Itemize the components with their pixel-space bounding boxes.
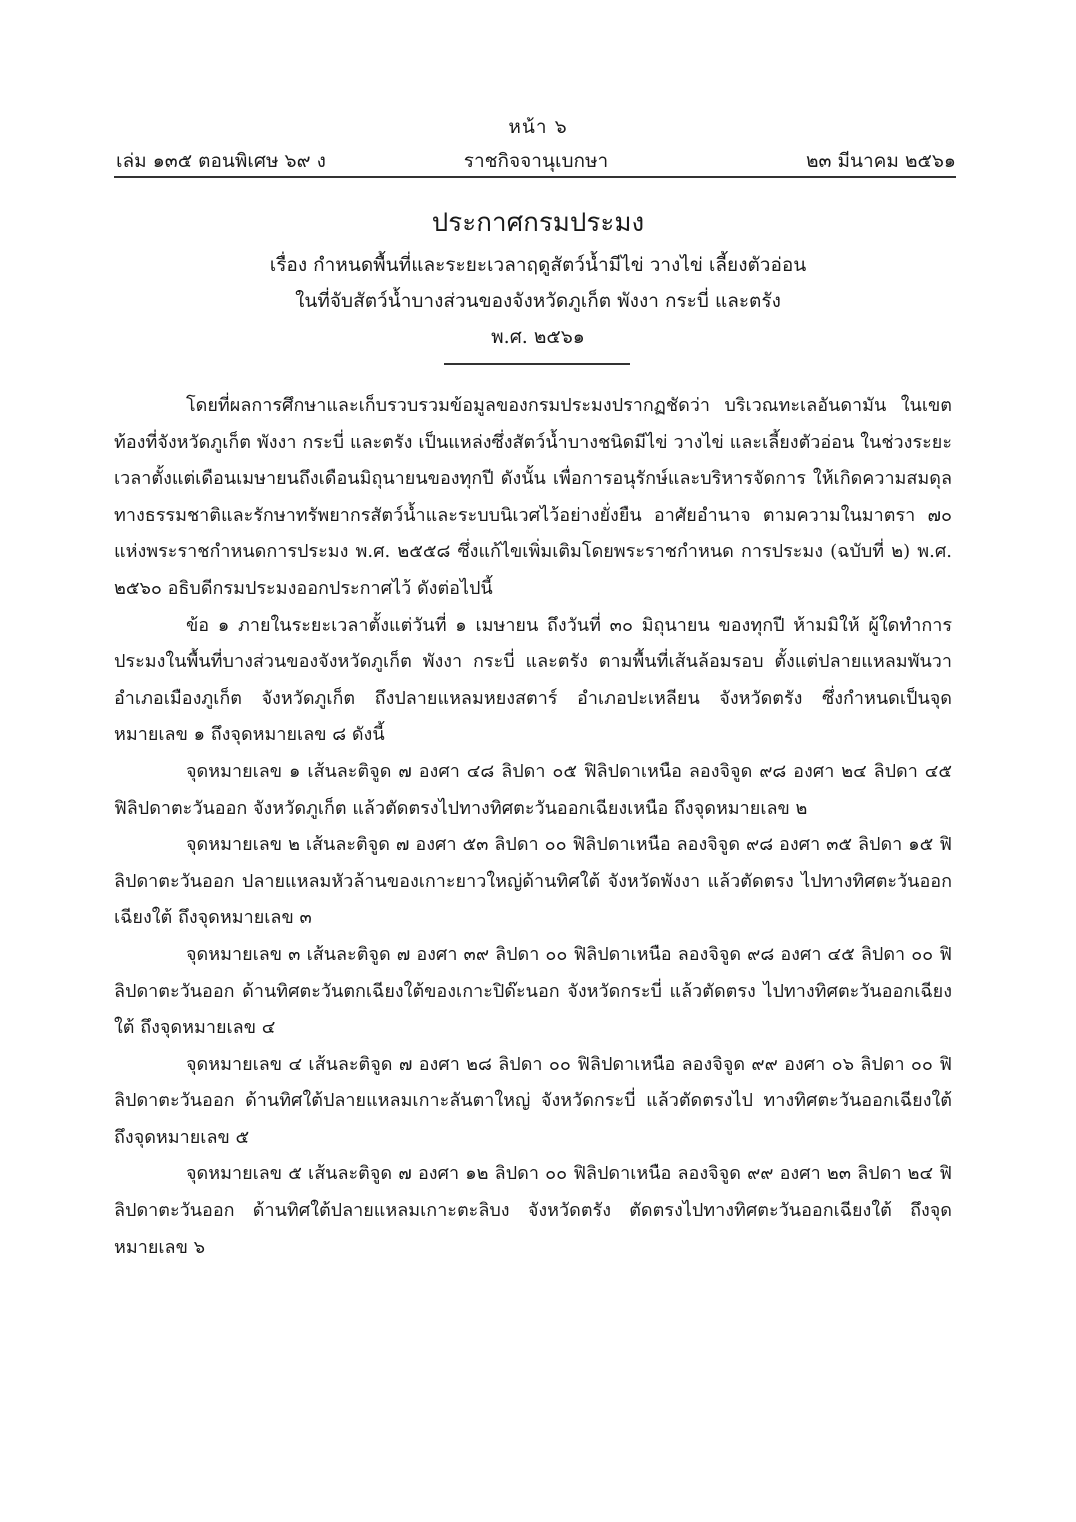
- preamble-paragraph: โดยที่ผลการศึกษาและเก็บรวบรวมข้อมูลของกรมประมงปรากฏชัดว่า บริเวณทะเลอันดามัน ในเขตท้องที่จังหวัดภูเก็ต พังงา กระบี่ และตรัง เป็นแหล่งซึ่งสัตว์น้ำบางชนิดมีไข่ วางไข่ และเลี้ยงตัวอ่อน ในช่วงระยะเวลาตั้งแต่เดือนเมษายนถึงเดือนมิถุนายนของทุกปี ดังนั้น เพื่อการอนุรักษ์และบริหารจัดการ ให้เกิดความสมดุลทางธรรมชาติและรักษาทรัพยากรสัตว์น้ำและระบบนิเวศไว้อย่างยั่งยืน อาศัยอำนาจ ตามความในมาตรา ๗๐ แห่งพระราชกำหนดการประมง พ.ศ. ๒๕๕๘ ซึ่งแก้ไขเพิ่มเติมโดยพระราชกำหนด การประมง (ฉบับที่ ๒) พ.ศ. ๒๕๖๐ อธิบดีกรมประมงออกประกาศไว้ ดังต่อไปนี้: [114, 395, 952, 599]
- point-5-paragraph: จุดหมายเลข ๕ เส้นละติจูด ๗ องศา ๑๒ ลิปดา ๐๐ ฟิลิปดาเหนือ ลองจิจูด ๙๙ องศา ๒๓ ลิปดา ๒๔ ฟิลิปดาตะวันออก ด้านทิศใต้ปลายแหลมเกาะตะลิบง จังหวัดตรัง ตัดตรงไปทางทิศตะวันออกเฉียงใต้ ถึงจุดหมายเลข ๖: [114, 1163, 952, 1258]
- subject-line-2: ในที่จับสัตว์น้ำบางส่วนของจังหวัดภูเก็ต พังงา กระบี่ และตรัง: [295, 290, 781, 312]
- title-divider: [444, 363, 630, 365]
- document-title: ประกาศกรมประมง: [431, 208, 645, 238]
- gazette-header: [116, 146, 956, 172]
- header-divider: [114, 176, 956, 178]
- point-2-paragraph: จุดหมายเลข ๒ เส้นละติจูด ๗ องศา ๕๓ ลิปดา ๐๐ ฟิลิปดาเหนือ ลองจิจูด ๙๘ องศา ๓๕ ลิปดา ๑๕ ฟิลิปดาตะวันออก ปลายแหลมหัวล้านของเกาะยาวใหญ่ด้านทิศใต้ จังหวัดพังงา แล้วตัดตรง ไปทางทิศตะวันออกเฉียงใต้ ถึงจุดหมายเลข ๓: [114, 834, 952, 929]
- point-1-paragraph: จุดหมายเลข ๑ เส้นละติจูด ๗ องศา ๔๘ ลิปดา ๐๕ ฟิลิปดาเหนือ ลองจิจูด ๙๘ องศา ๒๔ ลิปดา ๔๕ ฟิลิปดาตะวันออก จังหวัดภูเก็ต แล้วตัดตรงไปทางทิศตะวันออกเฉียงเหนือ ถึงจุดหมายเลข ๒: [114, 760, 952, 819]
- publication-name: ราชกิจจานุเบกษา: [463, 150, 609, 172]
- publication-date: ๒๓ มีนาคม ๒๕๖๑: [805, 150, 956, 172]
- point-4-paragraph: จุดหมายเลข ๔ เส้นละติจูด ๗ องศา ๒๘ ลิปดา ๐๐ ฟิลิปดาเหนือ ลองจิจูด ๙๙ องศา ๐๖ ลิปดา ๐๐ ฟิลิปดาตะวันออก ด้านทิศใต้ปลายแหลมเกาะลันตาใหญ่ จังหวัดกระบี่ แล้วตัดตรงไป ทางทิศตะวันออกเฉียงใต้ ถึงจุดหมายเลข ๕: [114, 1053, 952, 1148]
- page-number: หน้า ๖: [508, 116, 568, 138]
- document-body: [114, 388, 952, 1266]
- subject-line-1: เรื่อง กำหนดพื้นที่และระยะเวลาฤดูสัตว์น้ำมีไข่ วางไข่ เลี้ยงตัวอ่อน: [269, 254, 807, 276]
- volume-issue: เล่ม ๑๓๕ ตอนพิเศษ ๖๙ ง: [116, 150, 326, 172]
- subject-year: พ.ศ. ๒๕๖๑: [491, 326, 585, 348]
- clause-1-paragraph: ข้อ ๑ ภายในระยะเวลาตั้งแต่วันที่ ๑ เมษายน ถึงวันที่ ๓๐ มิถุนายน ของทุกปี ห้ามมิให้ ผู้ใดทำการประมงในพื้นที่บางส่วนของจังหวัดภูเก็ต พังงา กระบี่ และตรัง ตามพื้นที่เส้นล้อมรอบ ตั้งแต่ปลายแหลมพันวา อำเภอเมืองภูเก็ต จังหวัดภูเก็ต ถึงปลายแหลมหยงสตาร์ อำเภอปะเหลียน จังหวัดตรัง ซึ่งกำหนดเป็นจุดหมายเลข ๑ ถึงจุดหมายเลข ๘ ดังนี้: [114, 614, 952, 746]
- point-3-paragraph: จุดหมายเลข ๓ เส้นละติจูด ๗ องศา ๓๙ ลิปดา ๐๐ ฟิลิปดาเหนือ ลองจิจูด ๙๘ องศา ๔๕ ลิปดา ๐๐ ฟิลิปดาตะวันออก ด้านทิศตะวันตกเฉียงใต้ของเกาะปิด๊ะนอก จังหวัดกระบี่ แล้วตัดตรง ไปทางทิศตะวันออกเฉียงใต้ ถึงจุดหมายเลข ๔: [114, 943, 952, 1039]
